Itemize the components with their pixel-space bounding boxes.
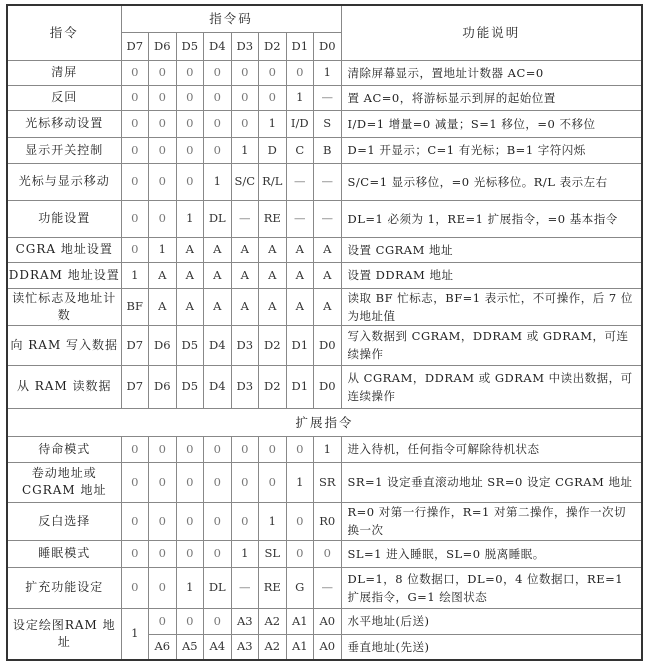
bit-cell: A0 <box>314 634 342 660</box>
bit-cell: 0 <box>204 462 232 502</box>
bit-cell: 0 <box>231 60 259 85</box>
bit-cell: — <box>314 200 342 237</box>
header-bit: D2 <box>259 32 287 60</box>
bit-cell: 0 <box>176 502 204 540</box>
instruction-name: 反白选择 <box>7 502 121 540</box>
bit-cell: 1 <box>204 163 232 200</box>
bit-cell: 0 <box>259 462 287 502</box>
bit-cell: DL <box>204 567 232 608</box>
bit-cell: 1 <box>286 462 314 502</box>
bit-cell: 0 <box>149 200 177 237</box>
function-description: 垂直地址(先送) <box>341 634 642 660</box>
instruction-name: 反回 <box>7 85 121 110</box>
bit-cell: 0 <box>286 502 314 540</box>
bit-cell: 0 <box>176 85 204 110</box>
bit-cell: 0 <box>149 462 177 502</box>
bit-cell: A <box>314 262 342 288</box>
bit-cell: 0 <box>259 436 287 462</box>
header-description: 功能说明 <box>341 5 642 60</box>
bit-cell: 1 <box>231 540 259 567</box>
section-row <box>7 408 642 436</box>
table-row <box>7 60 642 85</box>
bit-cell: 0 <box>121 540 149 567</box>
bit-cell: 0 <box>149 502 177 540</box>
table-row <box>7 262 642 288</box>
bit-cell: 0 <box>149 540 177 567</box>
bit-cell: BF <box>121 288 149 325</box>
bit-cell: 0 <box>121 137 149 163</box>
instruction-name: 睡眠模式 <box>7 540 121 567</box>
table-row <box>7 365 642 408</box>
function-description: I/D=1 增量=0 减量；S=1 移位，=0 不移位 <box>341 110 642 137</box>
instruction-name: 光标与显示移动 <box>7 163 121 200</box>
bit-cell: 0 <box>176 137 204 163</box>
bit-cell: D3 <box>231 365 259 408</box>
table-row <box>7 502 642 540</box>
bit-cell: D3 <box>231 325 259 365</box>
bit-cell: 0 <box>149 567 177 608</box>
bit-cell: D7 <box>121 365 149 408</box>
bit-cell: A6 <box>149 634 177 660</box>
table-row <box>7 200 642 237</box>
bit-cell: 0 <box>121 462 149 502</box>
header-bit: D1 <box>286 32 314 60</box>
bit-cell: D5 <box>176 325 204 365</box>
header-instruction: 指令 <box>7 5 121 60</box>
bit-cell: D5 <box>176 365 204 408</box>
bit-cell: D6 <box>149 325 177 365</box>
bit-cell: 0 <box>231 436 259 462</box>
bit-cell: 0 <box>176 540 204 567</box>
bit-cell: 0 <box>176 110 204 137</box>
bit-cell: 0 <box>314 540 342 567</box>
header-bit: D5 <box>176 32 204 60</box>
bit-cell: 1 <box>121 608 149 660</box>
function-description: SL=1 进入睡眠，SL=0 脱离睡眠。 <box>341 540 642 567</box>
bit-cell: 0 <box>204 608 232 634</box>
bit-cell: 0 <box>149 60 177 85</box>
table-row <box>7 608 642 634</box>
instruction-name: 功能设置 <box>7 200 121 237</box>
header-row <box>7 5 642 32</box>
bit-cell: 1 <box>231 137 259 163</box>
bit-cell: 0 <box>121 163 149 200</box>
bit-cell: D4 <box>204 365 232 408</box>
bit-cell: 0 <box>204 110 232 137</box>
bit-cell: A <box>231 288 259 325</box>
bit-cell: 0 <box>231 462 259 502</box>
bit-cell: 0 <box>121 237 149 262</box>
bit-cell: D1 <box>286 365 314 408</box>
bit-cell: A <box>176 237 204 262</box>
bit-cell: 1 <box>314 436 342 462</box>
bit-cell: C <box>286 137 314 163</box>
bit-cell: A3 <box>231 634 259 660</box>
bit-cell: — <box>231 567 259 608</box>
bit-cell: D2 <box>259 365 287 408</box>
bit-cell: 0 <box>176 436 204 462</box>
bit-cell: R/L <box>259 163 287 200</box>
bit-cell: A1 <box>286 608 314 634</box>
bit-cell: — <box>286 163 314 200</box>
function-description: 设置 DDRAM 地址 <box>341 262 642 288</box>
bit-cell: D6 <box>149 365 177 408</box>
bit-cell: 0 <box>149 163 177 200</box>
bit-cell: B <box>314 137 342 163</box>
bit-cell: A3 <box>231 608 259 634</box>
table-row <box>7 325 642 365</box>
instruction-name: 待命模式 <box>7 436 121 462</box>
function-description: 置 AC=0，将游标显示到屏的起始位置 <box>341 85 642 110</box>
bit-cell: 0 <box>204 137 232 163</box>
bit-cell: D0 <box>314 325 342 365</box>
bit-cell: 0 <box>149 85 177 110</box>
instruction-name: 读忙标志及地址计数 <box>7 288 121 325</box>
bit-cell: R0 <box>314 502 342 540</box>
bit-cell: 0 <box>176 462 204 502</box>
bit-cell: SR <box>314 462 342 502</box>
instruction-name: 设定绘图RAM 地址 <box>7 608 121 660</box>
header-bit: D7 <box>121 32 149 60</box>
table-row <box>7 288 642 325</box>
table-row <box>7 540 642 567</box>
bit-cell: 0 <box>149 137 177 163</box>
bit-cell: 0 <box>204 502 232 540</box>
bit-cell: A <box>286 262 314 288</box>
bit-cell: A <box>231 237 259 262</box>
bit-cell: — <box>314 567 342 608</box>
header-bit: D4 <box>204 32 232 60</box>
header-code: 指令码 <box>121 5 341 32</box>
bit-cell: A4 <box>204 634 232 660</box>
bit-cell: 0 <box>121 567 149 608</box>
bit-cell: 0 <box>121 436 149 462</box>
bit-cell: A <box>314 288 342 325</box>
bit-cell: 0 <box>176 163 204 200</box>
header-bit: D3 <box>231 32 259 60</box>
header-bit: D0 <box>314 32 342 60</box>
bit-cell: D1 <box>286 325 314 365</box>
function-description: 写入数据到 CGRAM，DDRAM 或 GDRAM，可连续操作 <box>341 325 642 365</box>
bit-cell: RE <box>259 200 287 237</box>
bit-cell: 0 <box>149 436 177 462</box>
function-description: D=1 开显示；C=1 有光标；B=1 字符闪烁 <box>341 137 642 163</box>
instruction-name: 从 RAM 读数据 <box>7 365 121 408</box>
instruction-name: CGRA 地址设置 <box>7 237 121 262</box>
bit-cell: A <box>204 262 232 288</box>
bit-cell: RE <box>259 567 287 608</box>
bit-cell: 0 <box>286 540 314 567</box>
bit-cell: A <box>259 288 287 325</box>
bit-cell: 0 <box>121 502 149 540</box>
bit-cell: A <box>204 288 232 325</box>
bit-cell: A <box>231 262 259 288</box>
instruction-name: DDRAM 地址设置 <box>7 262 121 288</box>
function-description: 从 CGRAM，DDRAM 或 GDRAM 中读出数据，可连续操作 <box>341 365 642 408</box>
lcd-instruction-table <box>6 4 643 661</box>
bit-cell: S <box>314 110 342 137</box>
bit-cell: A <box>286 237 314 262</box>
table-row <box>7 85 642 110</box>
bit-cell: A2 <box>259 608 287 634</box>
bit-cell: A <box>259 262 287 288</box>
bit-cell: 1 <box>176 200 204 237</box>
table-row <box>7 110 642 137</box>
instruction-name: 向 RAM 写入数据 <box>7 325 121 365</box>
table-row <box>7 462 642 502</box>
bit-cell: — <box>286 200 314 237</box>
bit-cell: A <box>149 262 177 288</box>
bit-cell: A <box>176 288 204 325</box>
function-description: 水平地址(后送) <box>341 608 642 634</box>
bit-cell: 0 <box>121 60 149 85</box>
bit-cell: 0 <box>204 85 232 110</box>
instruction-name: 扩充功能设定 <box>7 567 121 608</box>
bit-cell: 1 <box>121 262 149 288</box>
bit-cell: D2 <box>259 325 287 365</box>
bit-cell: A2 <box>259 634 287 660</box>
function-description: DL=1，8 位数据口，DL=0，4 位数据口，RE=1 扩展指令，G=1 绘图状态 <box>341 567 642 608</box>
bit-cell: — <box>231 200 259 237</box>
function-description: 清除屏幕显示，置地址计数器 AC=0 <box>341 60 642 85</box>
bit-cell: A <box>204 237 232 262</box>
bit-cell: 1 <box>314 60 342 85</box>
bit-cell: 1 <box>259 110 287 137</box>
instruction-name: 清屏 <box>7 60 121 85</box>
bit-cell: 1 <box>176 567 204 608</box>
bit-cell: — <box>314 85 342 110</box>
bit-cell: 0 <box>204 60 232 85</box>
bit-cell: A <box>176 262 204 288</box>
function-description: S/C=1 显示移位，=0 光标移位。R/L 表示左右 <box>341 163 642 200</box>
table-row <box>7 163 642 200</box>
bit-cell: A <box>314 237 342 262</box>
bit-cell: 1 <box>259 502 287 540</box>
bit-cell: 0 <box>121 110 149 137</box>
bit-cell: A1 <box>286 634 314 660</box>
function-description: SR=1 设定垂直滚动地址 SR=0 设定 CGRAM 地址 <box>341 462 642 502</box>
bit-cell: 0 <box>286 436 314 462</box>
bit-cell: I/D <box>286 110 314 137</box>
bit-cell: 0 <box>149 110 177 137</box>
bit-cell: 0 <box>176 60 204 85</box>
bit-cell: 0 <box>259 85 287 110</box>
bit-cell: A0 <box>314 608 342 634</box>
bit-cell: — <box>314 163 342 200</box>
bit-cell: G <box>286 567 314 608</box>
bit-cell: 1 <box>149 237 177 262</box>
bit-cell: 0 <box>231 110 259 137</box>
function-description: 进入待机，任何指令可解除待机状态 <box>341 436 642 462</box>
bit-cell: 0 <box>121 200 149 237</box>
table-row <box>7 567 642 608</box>
bit-cell: A <box>259 237 287 262</box>
bit-cell: 0 <box>204 540 232 567</box>
bit-cell: A <box>149 288 177 325</box>
bit-cell: A5 <box>176 634 204 660</box>
extended-section-title: 扩展指令 <box>7 408 642 436</box>
bit-cell: 0 <box>149 608 177 634</box>
bit-cell: 0 <box>286 60 314 85</box>
instruction-name: 显示开关控制 <box>7 137 121 163</box>
function-description: R=0 对第一行操作，R=1 对第二操作，操作一次切换一次 <box>341 502 642 540</box>
table-row <box>7 137 642 163</box>
function-description: 读取 BF 忙标志，BF=1 表示忙，不可操作，后 7 位为地址值 <box>341 288 642 325</box>
table-row <box>7 436 642 462</box>
bit-cell: D <box>259 137 287 163</box>
function-description: DL=1 必须为 1，RE=1 扩展指令，=0 基本指令 <box>341 200 642 237</box>
bit-cell: D0 <box>314 365 342 408</box>
bit-cell: 0 <box>259 60 287 85</box>
bit-cell: A <box>286 288 314 325</box>
function-description: 设置 CGRAM 地址 <box>341 237 642 262</box>
table-row <box>7 237 642 262</box>
instruction-name: 卷动地址或CGRAM 地址 <box>7 462 121 502</box>
bit-cell: SL <box>259 540 287 567</box>
bit-cell: D7 <box>121 325 149 365</box>
header-bit: D6 <box>149 32 177 60</box>
bit-cell: 0 <box>204 436 232 462</box>
instruction-name: 光标移动设置 <box>7 110 121 137</box>
bit-cell: D4 <box>204 325 232 365</box>
bit-cell: 1 <box>286 85 314 110</box>
bit-cell: 0 <box>231 85 259 110</box>
bit-cell: 0 <box>231 502 259 540</box>
bit-cell: DL <box>204 200 232 237</box>
bit-cell: 0 <box>121 85 149 110</box>
bit-cell: 0 <box>176 608 204 634</box>
bit-cell: S/C <box>231 163 259 200</box>
